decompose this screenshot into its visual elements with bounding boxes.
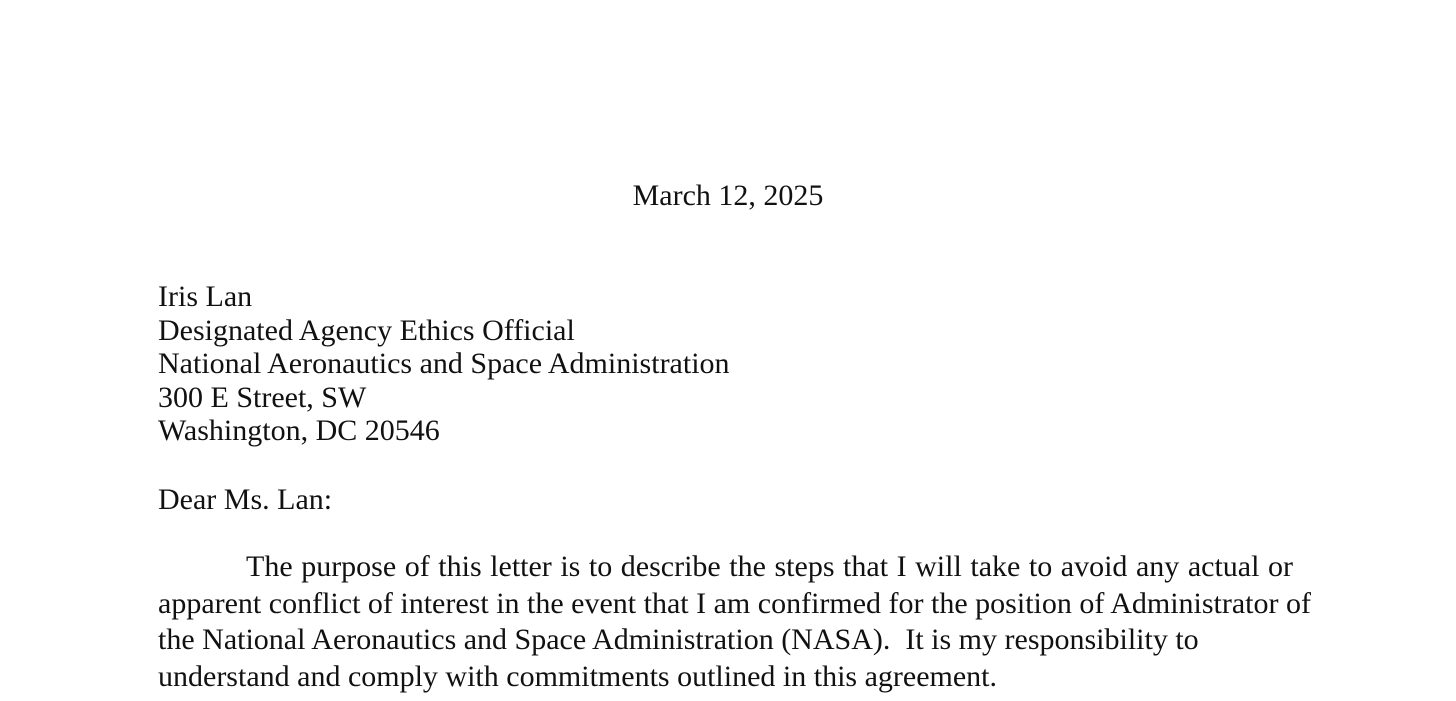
body-line: The purpose of this letter is to describe the steps that I will take to avoid any actual or (246, 550, 1293, 583)
letter-date: March 12, 2025 (632, 179, 824, 212)
recipient-title: Designated Agency Ethics Official (158, 313, 575, 347)
body-line: understand and comply with commitments outlined in this agreement. (158, 659, 998, 693)
recipient-street: 300 E Street, SW (158, 380, 367, 414)
recipient-address-block (158, 280, 730, 448)
recipient-organization: National Aeronautics and Space Administration (158, 347, 730, 381)
recipient-city-state-zip: Washington, DC 20546 (158, 414, 440, 448)
body-line: apparent conflict of interest in the event that I am confirmed for the position of Administrator of (158, 586, 1311, 620)
body-line: the National Aeronautics and Space Administration (NASA). It is my responsibility to (158, 623, 1199, 656)
salutation: Dear Ms. Lan: (158, 483, 333, 516)
body-paragraph (158, 549, 1311, 695)
recipient-name: Iris Lan (158, 280, 253, 313)
